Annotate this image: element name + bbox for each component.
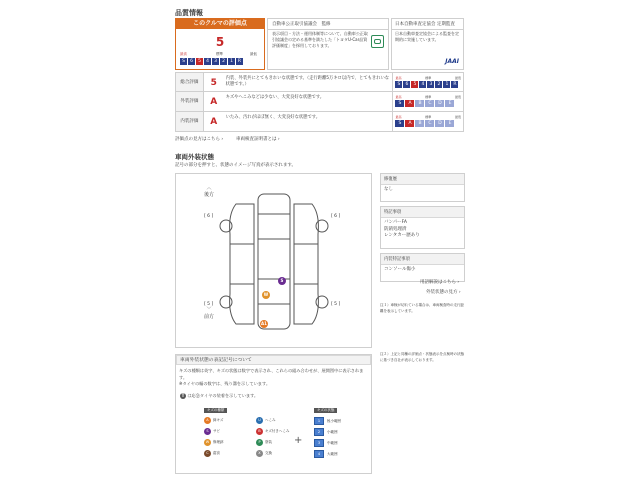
rating-scale-cell: 2 xyxy=(435,81,442,88)
legend-text: キズの種類は英字、キズの状態は数字で表示され、これらの組み合わせが、展開図中に表示されます。 ※タイヤの幅の数字は、残り溝を示しています。 xyxy=(179,368,364,386)
info-row xyxy=(380,253,465,282)
side-label-left-top: [ 6 ] xyxy=(204,214,214,219)
front-label: ﹀ 前方 xyxy=(204,307,215,320)
rating-scale-cell: C xyxy=(425,120,434,127)
legend-title: 車両外装状態の表記記号について xyxy=(176,355,371,365)
score-label-std: 標準 xyxy=(216,52,223,56)
usage-link[interactable]: 用語解説はこちら › xyxy=(420,279,459,285)
rating-scale-cell: A xyxy=(405,100,414,107)
info-label: 修復歴 xyxy=(381,174,464,185)
info-value: コンソール傷小 xyxy=(384,267,416,272)
rating-value: A xyxy=(210,117,218,127)
side-label-left-bottom: [ 5 ] xyxy=(204,302,214,307)
score-label-worst: 最低 xyxy=(250,52,257,56)
kind-icon: S xyxy=(204,428,211,435)
info-label: 特記事項 xyxy=(381,207,464,218)
score-scale-cell: 2 xyxy=(220,58,227,65)
score-scale-cell: 3 xyxy=(212,58,219,65)
rear-arrow-icon: ︿ xyxy=(206,185,212,191)
jaai-text: 日本自動車査定協会による監査を定期的に実施しています。 xyxy=(395,31,459,42)
rating-label: 内装評価 xyxy=(176,112,204,131)
score-scale-cell: S xyxy=(180,58,187,65)
rating-label: 総合評価 xyxy=(176,73,204,91)
score-label-best: 最高 xyxy=(180,52,187,56)
score-scale-cell: 6 xyxy=(188,58,195,65)
level-header: キズの状態 xyxy=(314,408,337,413)
car-outline xyxy=(214,184,334,339)
rating-scale-cell: C xyxy=(425,100,434,107)
level-icon: 3 xyxy=(314,439,324,447)
spare-tire-icon: T xyxy=(181,393,185,398)
kind-icon: B xyxy=(256,428,263,435)
kind-icon: P xyxy=(256,439,263,446)
plus-icon: + xyxy=(294,435,303,446)
rating-scale: 最高 標準 最低 S A B C D E xyxy=(392,92,463,111)
info-label: 内装特記事項 xyxy=(381,254,464,265)
level-icon: 4 xyxy=(314,450,324,458)
exterior-title: 車両外装状態 xyxy=(175,153,214,161)
info-row xyxy=(380,206,465,249)
car-diagram xyxy=(175,173,372,348)
kind-item: S サビ xyxy=(204,428,220,435)
jaai-name: 日本自動車査定協会 定期監査 xyxy=(392,19,463,30)
inspection-link[interactable]: 車両検査証明書とは › xyxy=(236,136,280,142)
rating-scale-cell: 6 xyxy=(403,81,410,88)
note-1: 注１）車検が切れている場合は、車両検査時の走行距離を表示しています。 xyxy=(380,303,464,313)
rating-scale-cell: S xyxy=(395,120,404,127)
kind-icon: C xyxy=(204,450,211,457)
rating-scale-cell: 3 xyxy=(427,81,434,88)
rating-scale-cell: 5 xyxy=(411,81,418,88)
rating-text: いたみ、汚れがほぼ無く、大変良好な状態です。 xyxy=(225,115,321,120)
rating-row xyxy=(175,72,464,92)
rating-text: キズやへこみなどは少ない、大変良好な状態です。 xyxy=(225,95,325,100)
kind-icon: A xyxy=(204,417,211,424)
rating-scale-cell: S xyxy=(395,100,404,107)
tire-note: T は応急タイヤの装着を示しています。 xyxy=(181,393,259,398)
damage-marker[interactable]: W xyxy=(263,292,269,297)
score-scale xyxy=(180,58,244,65)
exterior-view-link[interactable]: 外装状態の見方 › xyxy=(426,289,461,295)
association-text: 表示項目・方法・運用体制等について、自動車公正取引協議会の定める基準を満たした「トヨタU-Car品質評価制度」を採用しております。 xyxy=(272,31,368,48)
legend-box xyxy=(175,354,372,474)
rating-scale-cell: R xyxy=(453,82,457,87)
jaai-logo: JAAI xyxy=(445,58,459,65)
score-value: 5 xyxy=(215,35,225,49)
kind-header: キズの種類 xyxy=(204,408,227,413)
side-label-right-bottom: [ 5 ] xyxy=(331,302,341,307)
eval-view-link[interactable]: 評価点の見方はこちら › xyxy=(175,136,223,142)
kind-item: W 修理跡 xyxy=(205,440,224,444)
rating-scale-cell: D xyxy=(435,100,444,107)
rating-scale-cell: 1 xyxy=(443,81,450,88)
score-scale-cell: 4 xyxy=(204,58,211,65)
score-scale-cell: 1 xyxy=(228,58,235,65)
info-row xyxy=(380,173,465,202)
damage-marker[interactable]: A1 xyxy=(261,321,267,326)
rating-row xyxy=(175,112,464,132)
info-value: バンパーFA 防錆処理済 レンタカー歴あり xyxy=(384,220,420,238)
rating-label: 外装評価 xyxy=(176,92,204,111)
association-badge-icon xyxy=(371,35,384,48)
section-title: 品質情報 xyxy=(175,9,203,17)
level-item: 1 極小範囲 xyxy=(314,417,341,425)
score-scale-cell: R xyxy=(237,59,242,64)
level-icon: 2 xyxy=(314,428,324,436)
level-item: 2 小範囲 xyxy=(314,428,338,436)
kind-item: A 線キズ xyxy=(204,417,223,424)
ratings-table xyxy=(175,72,464,132)
kind-item: U へこみ xyxy=(256,417,276,424)
association-box xyxy=(267,18,389,70)
note-2: 注２）上記と同種の評価点・状態表示を点検時の状態に基づき自社が表示しております。 xyxy=(380,352,464,362)
rating-scale-cell: S xyxy=(395,81,402,88)
rating-scale: 最高 標準 最低 S A B C D E xyxy=(392,112,463,131)
rating-scale-cell: D xyxy=(435,120,444,127)
exterior-subtitle: 記号の部分を押すと、状態のイメージ写真が表示されます。 xyxy=(175,163,297,168)
score-scale-cell: 5 xyxy=(196,58,203,65)
rating-scale-cell: E xyxy=(445,120,454,127)
rating-scale-cell: E xyxy=(445,100,454,107)
level-item: 4 大範囲 xyxy=(314,450,338,458)
kind-item: B キズ付きへこみ xyxy=(256,428,289,435)
front-arrow-icon: ﹀ xyxy=(206,307,212,313)
rating-value: 5 xyxy=(210,78,217,88)
info-value: なし xyxy=(384,187,393,192)
kind-icon: W xyxy=(205,440,210,444)
rear-label: ︿ 後方 xyxy=(204,185,215,198)
kind-icon: U xyxy=(256,417,263,424)
kind-item: P 塗装 xyxy=(256,439,272,446)
kind-item: C 腐食 xyxy=(204,450,220,457)
info-table xyxy=(380,173,465,286)
rating-scale-cell: 4 xyxy=(419,81,426,88)
association-name: 自動車公正取引協議会 監修 xyxy=(268,19,388,30)
rating-scale-cell: A xyxy=(405,120,414,127)
score-header: このクルマの評価点 xyxy=(176,19,264,29)
kind-item: X 交換 xyxy=(256,450,272,457)
side-label-right-top: [ 6 ] xyxy=(331,214,341,219)
kind-icon: X xyxy=(256,450,263,457)
rating-scale-cell: B xyxy=(415,100,424,107)
rating-scale: 最高 標準 最低 S 6 5 4 3 2 1 R xyxy=(392,73,463,91)
jaai-box xyxy=(391,18,464,70)
rating-row xyxy=(175,92,464,112)
damage-marker[interactable]: S xyxy=(278,277,286,285)
level-item: 3 中範囲 xyxy=(314,439,338,447)
rating-scale-cell: B xyxy=(415,120,424,127)
score-box xyxy=(175,18,265,70)
rating-value: A xyxy=(210,97,218,107)
level-icon: 1 xyxy=(314,417,324,425)
rating-text: 内装、外装共にとてもきれいな状態です。（走行距離5万キロ以内で、とてもきれいな状態です。） xyxy=(225,76,390,87)
